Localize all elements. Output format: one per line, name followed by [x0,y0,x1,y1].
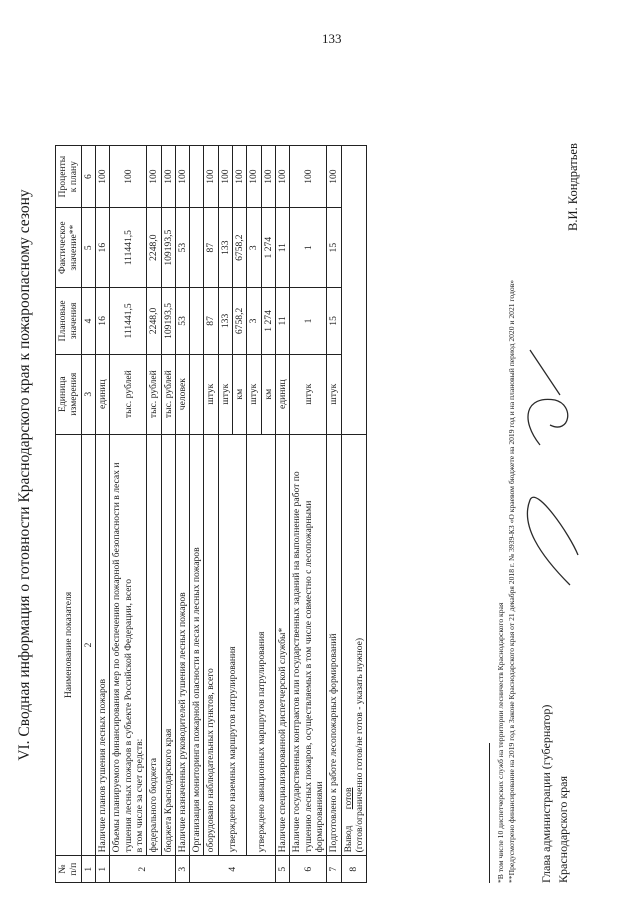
percent-cell: 100 [175,146,189,208]
column-number: 5 [81,208,95,288]
fact-cell: 111441,5 [110,208,147,288]
table-row [95,146,109,883]
column-number: 4 [81,288,95,355]
indicator-name: бюджета Краснодарского края [161,434,175,856]
column-number: 3 [81,354,95,434]
table-row [290,146,327,883]
header-unit: Единица измерения [56,354,82,434]
table-header-row [56,146,82,883]
plan-cell: 1 [290,288,327,355]
table-row [175,146,189,883]
handwritten-signature [500,335,590,595]
unit-cell: единиц [95,354,109,434]
fact-cell: 2248,0 [147,208,161,288]
row-number: 4 [190,856,276,883]
table-row [276,146,290,883]
fact-cell: 11 [276,208,290,288]
row-number: 1 [95,856,109,883]
plan-cell: 15 [327,288,341,355]
indicator-name: Наличие государственных контрактов или государственных заданий на выполнение работ по тушению лесных пожаров, осуществляемых в том числе совместно с лесопожарными формированиями [290,434,327,856]
page-number: 133 [322,31,342,46]
column-number: 6 [81,146,95,208]
table-row [218,146,232,883]
fact-cell [190,208,204,288]
fact-cell: 53 [175,208,189,288]
unit-cell: км [261,354,275,434]
conclusion-cell [341,434,367,856]
table-row [204,146,218,883]
unit-cell: штук [218,354,232,434]
table-row [161,146,175,883]
summary-table [55,145,367,883]
percent-cell: 100 [261,146,275,208]
percent-cell: 100 [147,146,161,208]
indicator-name [110,434,147,856]
header-pct: Проценты к плану [56,146,82,208]
header-plan: Плановые значения [56,288,82,355]
signer-name: В.И. Кондратьев [566,143,580,231]
percent-cell: 100 [204,146,218,208]
plan-cell: 1 274 [261,288,275,355]
unit-cell: человек [175,354,189,434]
rotated-page [0,55,640,895]
unit-cell: единиц [276,354,290,434]
percent-cell: 100 [218,146,232,208]
plan-cell: 53 [175,288,189,355]
row-number: 2 [110,856,176,883]
signer-position-line: Глава администрации (губернатор) [539,704,553,883]
unit-cell: км [233,354,247,434]
column-number: 2 [81,434,95,856]
fact-cell: 15 [327,208,341,288]
indicator-name: Наличие планов тушения лесных пожаров [95,434,109,856]
header-num: № п/п [56,856,82,883]
fact-cell: 3 [247,208,261,288]
indicator-name: Подготовлено к работе лесопожарных формирований [327,434,341,856]
fact-cell: 109193,5 [161,208,175,288]
percent-cell: 100 [276,146,290,208]
unit-cell: штук [247,354,261,434]
unit-cell: тыс. рублей [147,354,161,434]
fact-cell: 1 [290,208,327,288]
row-number: 3 [175,856,189,883]
indicator-name: Наличие специализированной диспетчерской службы* [276,434,290,856]
indicator-name: Организация мониторинга пожарной опасности в лесах и лесных пожаров [190,434,204,856]
unit-cell: штук [204,354,218,434]
header-fact: Фактическое значение** [56,208,82,288]
footnote-divider [489,743,490,883]
row-number: 6 [290,856,327,883]
table-row [247,146,261,883]
fact-cell: 87 [204,208,218,288]
table-row [110,146,147,883]
indicator-name: оборудовано наблюдательных пунктов, всего [204,434,218,856]
table-row [341,146,367,883]
plan-cell: 87 [204,288,218,355]
percent-cell [190,146,204,208]
page-title: VI. Сводная информация о готовности Краснодарского края к пожароопасному сезону [16,189,33,761]
plan-cell: 111441,5 [110,288,147,355]
unit-cell: штук [290,354,327,434]
fact-cell: 1 274 [261,208,275,288]
footnote: *В том числе 10 диспетчерских служб на территории лесничеств Краснодарского края [496,602,505,883]
percent-cell: 100 [247,146,261,208]
plan-cell [190,288,204,355]
plan-cell: 11 [276,288,290,355]
indicator-name: утверждено наземных маршрутов патрулирования [218,434,247,856]
row-number: 8 [341,856,367,883]
indicator-name: федерального бюджета [147,434,161,856]
conclusion-label: Вывод [342,825,354,853]
percent-cell: 100 [290,146,327,208]
unit-cell: тыс. рублей [161,354,175,434]
column-number-row [81,146,95,883]
unit-cell [190,354,204,434]
indicator-name: утверждено авиационных маршрутов патрулирования [247,434,276,856]
unit-cell: тыс. рублей [110,354,147,434]
percent-cell: 100 [233,146,247,208]
row-number: 5 [276,856,290,883]
column-number: 1 [81,856,95,883]
indicator-name: Наличие назначенных руководителей тушения лесных пожаров [175,434,189,856]
indicator-text: Объемы планируемого финансирования мер по обеспечению пожарной безопасности в лесах и тушения лесных пожаров в субъекте Российской Федерации, всего [111,462,134,853]
percent-cell: 100 [110,146,147,208]
fact-cell: 133 [218,208,232,288]
header-name: Наименование показателя [56,434,82,856]
plan-cell: 133 [218,288,232,355]
plan-cell: 2248,0 [147,288,161,355]
unit-cell: штук [327,354,341,434]
row-number: 7 [327,856,341,883]
plan-cell: 109193,5 [161,288,175,355]
signer-position [538,705,572,883]
plan-cell: 6758,2 [233,288,247,355]
conclusion-hint: (готов/ограниченно готов/не готов - указать нужное) [353,637,365,853]
plan-cell: 3 [247,288,261,355]
table-row [327,146,341,883]
percent-cell: 100 [327,146,341,208]
table-row [190,146,204,883]
table-row [147,146,161,883]
plan-cell: 16 [95,288,109,355]
percent-cell: 100 [95,146,109,208]
footnote: **Предусмотрено финансирование на 2019 год в Законе Краснодарского края от 21 декабря 2018 г. № 3939-КЗ «О краевом бюджете на 2019 год и на плановый период 2020 и 2021 годов» [507,279,517,883]
signer-position-line: Краснодарского края [555,775,570,883]
percent-cell: 100 [161,146,175,208]
fact-cell: 6758,2 [233,208,247,288]
conclusion-value: готов [342,787,354,810]
empty-cell [341,146,367,435]
fact-cell: 16 [95,208,109,288]
indicator-subtext: в том числе за счет средств: [133,738,145,853]
